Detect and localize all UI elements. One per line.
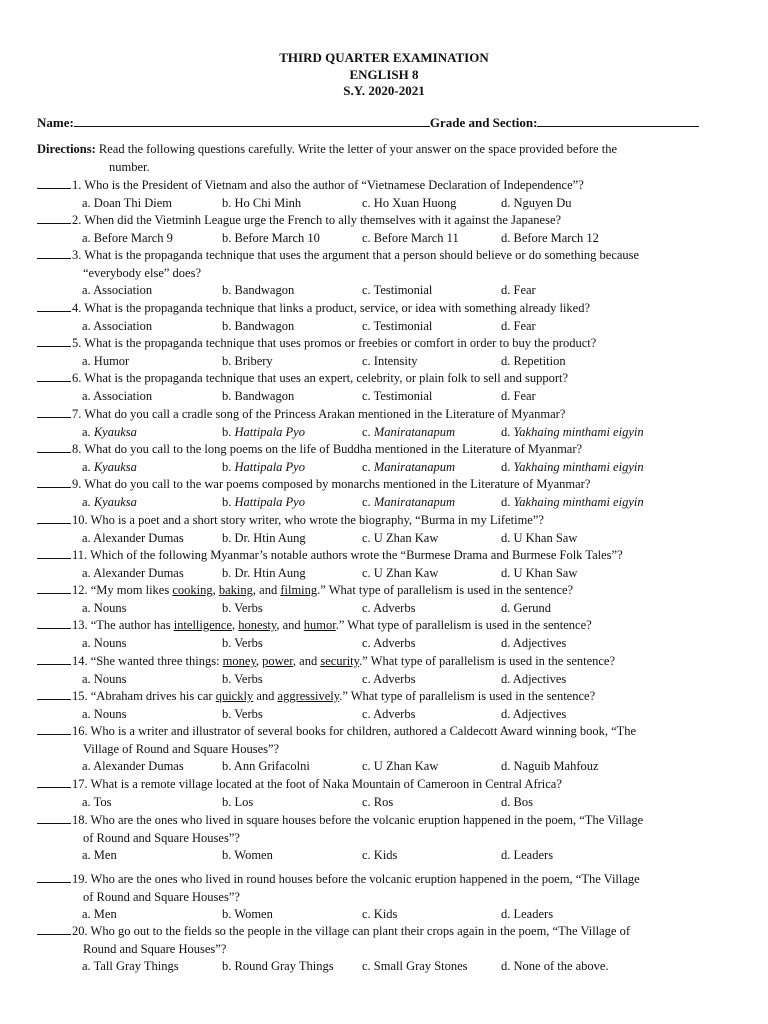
answer-option[interactable]: c. Testimonial (362, 318, 433, 333)
question-number: 5. (72, 336, 82, 350)
answer-option[interactable]: c. U Zhan Kaw (362, 759, 439, 773)
answer-option[interactable]: b. Bandwagon (222, 283, 295, 297)
answer-option[interactable]: a. Association (82, 283, 153, 297)
question-text: What do you call to the long poems on the life of Buddha mentioned in the Literature of Myanmar? (84, 442, 583, 456)
underlined-word: security (320, 654, 360, 668)
answer-blank[interactable] (37, 582, 71, 594)
question-item (37, 406, 732, 424)
answer-option[interactable]: a. Nouns (82, 635, 127, 650)
answer-option[interactable]: b. Verbs (222, 671, 263, 686)
answer-option[interactable]: d. Yakhaing minthami eigyin (501, 424, 644, 439)
question-text-cont (37, 265, 732, 283)
underlined-word: aggressively (277, 689, 340, 703)
question-number: 2. (72, 213, 82, 227)
answer-option[interactable]: b. Round Gray Things (222, 959, 334, 973)
answer-blank[interactable] (37, 923, 71, 935)
answer-option[interactable]: d. U Khan Saw (501, 530, 578, 545)
question-text: “My mom likes (90, 583, 173, 597)
answer-option[interactable]: c. Kids (362, 848, 398, 862)
answer-option[interactable]: a. Alexander Dumas (82, 565, 184, 580)
question-item (37, 547, 732, 565)
question-text: Who is a writer and illustrator of several books for children, authored a Caldecott Award winning book, “The (90, 724, 637, 738)
answer-option[interactable]: b. Bandwagon (222, 388, 295, 403)
question-text: What is the propaganda technique that uses promos or freebies or comfort in order to buy the product? (84, 336, 597, 350)
answer-option[interactable]: d. Adjectives (501, 635, 567, 650)
question-item (37, 476, 732, 494)
name-label: Name: (37, 115, 74, 130)
answer-option[interactable]: c. Testimonial (362, 388, 433, 403)
underlined-word: intelligence (173, 618, 233, 632)
answer-option[interactable]: c. Maniratanapum (362, 459, 456, 474)
answer-blank[interactable] (37, 547, 71, 559)
answer-option[interactable]: c. Before March 11 (362, 230, 459, 245)
answer-option[interactable]: a. Nouns (82, 671, 127, 686)
question-item (37, 871, 732, 906)
question-item (37, 812, 732, 847)
answer-option[interactable]: c. Adverbs (362, 671, 416, 686)
answer-option[interactable]: a. Alexander Dumas (82, 759, 184, 773)
question-text: Who is the President of Vietnam and also the author of “Vietnamese Declaration of Independence”? (84, 178, 584, 192)
question-text: .” What type of parallelism is used in the sentence? (359, 654, 616, 668)
question-text-cont (37, 741, 732, 759)
question-text: of Round and Square Houses”? (83, 889, 240, 904)
question-text: and (253, 689, 278, 703)
question-text-cont (37, 830, 732, 848)
question-stem (37, 617, 732, 635)
answer-option[interactable]: b. Women (222, 907, 273, 921)
question-text: Who is a poet and a short story writer, who wrote the biography, “Burma in my Lifetime”? (90, 513, 544, 527)
answer-option[interactable]: d. Bos (501, 794, 533, 809)
question-stem (37, 871, 732, 889)
question-stem (37, 247, 732, 265)
question-text: What is the propaganda technique that links a product, service, or idea with something already liked? (84, 301, 591, 315)
question-item (37, 177, 732, 195)
underlined-word: money (222, 654, 256, 668)
answer-blank[interactable] (37, 653, 71, 665)
answer-option[interactable]: b. Before March 10 (222, 230, 320, 245)
answer-option[interactable]: a. Alexander Dumas (82, 530, 184, 545)
answer-blank[interactable] (37, 776, 71, 788)
school-year: S.Y. 2020-2021 (343, 83, 425, 98)
question-text: “The author has (90, 618, 174, 632)
question-text: Who are the ones who lived in square houses before the volcanic eruption happened in the poem, “The Village (90, 813, 644, 827)
question-number: 17. (72, 777, 88, 791)
directions-label: Directions: (37, 142, 96, 156)
answer-option[interactable]: b. Verbs (222, 635, 263, 650)
question-text: .” What type of parallelism is used in the sentence? (335, 618, 592, 632)
question-text: When did the Vietminh League urge the French to ally themselves with it against the Japanese? (84, 213, 562, 227)
question-text: of Round and Square Houses”? (83, 830, 240, 845)
question-text: .” What type of parallelism is used in the sentence? (317, 583, 574, 597)
answer-option[interactable]: a. Association (82, 318, 153, 333)
question-item (37, 212, 732, 230)
answer-option[interactable]: a. Association (82, 388, 153, 403)
name-row (37, 114, 727, 131)
question-stem (37, 723, 732, 741)
question-text: What do you call to the war poems composed by monarchs mentioned in the Literature of Myanmar? (84, 477, 591, 491)
question-number: 6. (72, 371, 82, 385)
question-text: Round and Square Houses”? (83, 941, 227, 956)
question-stem (37, 212, 732, 230)
question-number: 7. (72, 407, 82, 421)
answer-blank[interactable] (37, 723, 71, 735)
question-text: “Abraham drives his car (90, 689, 216, 703)
answer-blank[interactable] (37, 335, 71, 347)
answer-option[interactable]: b. Hattipala Pyo (222, 459, 305, 474)
answer-option[interactable]: b. Hattipala Pyo (222, 424, 305, 439)
answer-option[interactable]: d. Adjectives (501, 671, 567, 686)
question-text: Village of Round and Square Houses”? (83, 741, 280, 756)
answer-option[interactable]: d. None of the above. (501, 959, 609, 973)
grade-section-line[interactable] (537, 114, 699, 127)
question-stem (37, 653, 732, 671)
underlined-word: humor (303, 618, 336, 632)
answer-blank[interactable] (37, 212, 71, 224)
answer-blank[interactable] (37, 406, 71, 418)
answer-option[interactable]: d. Repetition (501, 353, 566, 368)
question-number: 15. (72, 689, 88, 703)
answer-option[interactable]: b. Ann Grifacolni (222, 759, 310, 773)
question-stem (37, 512, 732, 530)
answer-option[interactable]: d. Leaders (501, 907, 554, 921)
answer-option[interactable]: c. Maniratanapum (362, 424, 456, 439)
question-stem (37, 547, 732, 565)
answer-blank[interactable] (37, 476, 71, 488)
question-text: “She wanted three things: (90, 654, 223, 668)
underlined-word: quickly (215, 689, 254, 703)
question-text: , and (252, 583, 281, 597)
question-number: 1. (72, 178, 82, 192)
question-text: Who go out to the fields so the people in the village can plant their crops again in the poem, “The Village of (90, 924, 631, 938)
question-stem (37, 923, 732, 941)
question-number: 18. (72, 813, 88, 827)
answer-option[interactable]: b. Dr. Htin Aung (222, 565, 306, 580)
question-item (37, 512, 732, 530)
question-number: 9. (72, 477, 82, 491)
question-item (37, 441, 732, 459)
question-stem (37, 406, 732, 424)
question-number: 11. (72, 548, 88, 562)
answer-option[interactable]: d. Before March 12 (501, 230, 599, 245)
exam-title: THIRD QUARTER EXAMINATION (279, 50, 489, 65)
answer-option[interactable]: d. Nguyen Du (501, 195, 572, 210)
answer-option[interactable]: d. Leaders (501, 848, 554, 862)
answer-option[interactable]: a. Kyauksa (82, 459, 137, 474)
answer-option[interactable]: d. Adjectives (501, 706, 567, 721)
question-stem (37, 582, 732, 600)
answer-option[interactable]: a. Tall Gray Things (82, 959, 179, 973)
directions-text-cont: number. (109, 159, 150, 174)
answer-option[interactable]: a. Kyauksa (82, 424, 137, 439)
answer-option[interactable]: c. U Zhan Kaw (362, 530, 439, 545)
underlined-word: filming (280, 583, 318, 597)
underlined-word: cooking (172, 583, 213, 597)
question-number: 20. (72, 924, 88, 938)
underlined-word: honesty (238, 618, 277, 632)
question-stem (37, 476, 732, 494)
answer-option[interactable]: a. Humor (82, 353, 130, 368)
answer-option[interactable]: d. Fear (501, 388, 536, 403)
question-stem (37, 177, 732, 195)
question-stem (37, 688, 732, 706)
exam-subject: ENGLISH 8 (349, 66, 419, 82)
question-item (37, 300, 732, 318)
question-item (37, 335, 732, 353)
answer-blank[interactable] (37, 300, 71, 312)
grade-section-label: Grade and Section: (429, 115, 538, 130)
answer-option[interactable]: c. Adverbs (362, 706, 416, 721)
question-text: What do you call a cradle song of the Princess Arakan mentioned in the Literature of Myanmar? (84, 407, 566, 421)
answer-option[interactable]: b. Women (222, 848, 273, 862)
answer-blank[interactable] (37, 247, 71, 259)
question-item (37, 923, 732, 958)
answer-option[interactable]: b. Verbs (222, 706, 263, 721)
question-stem (37, 300, 732, 318)
answer-option[interactable]: b. Verbs (222, 600, 263, 615)
answer-option[interactable]: c. Maniratanapum (362, 494, 456, 509)
answer-option[interactable]: c. U Zhan Kaw (362, 565, 439, 580)
directions (37, 141, 702, 176)
answer-option[interactable]: d. Fear (501, 283, 536, 297)
question-text: , (255, 654, 263, 668)
answer-option[interactable]: d. Yakhaing minthami eigyin (501, 459, 644, 474)
question-text: Who are the ones who lived in round houses before the volcanic eruption happened in the poem, “The Village (90, 872, 640, 886)
answer-option[interactable]: c. Kids (362, 907, 398, 921)
exam-header (0, 50, 768, 100)
answer-option[interactable]: c. Small Gray Stones (362, 959, 468, 973)
answer-option[interactable]: a. Doan Thi Diem (82, 195, 173, 210)
answer-option[interactable]: d. U Khan Saw (501, 565, 578, 580)
question-text: , (232, 618, 239, 632)
question-text: What is the propaganda technique that uses the argument that a person should believe or do something because (84, 248, 640, 262)
answer-option[interactable]: a. Men (82, 848, 117, 862)
question-number: 8. (72, 442, 82, 456)
answer-blank[interactable] (37, 512, 71, 524)
answer-option[interactable]: b. Los (222, 794, 254, 809)
answer-blank[interactable] (37, 871, 71, 883)
question-stem (37, 812, 732, 830)
question-number: 19. (72, 872, 88, 886)
question-item (37, 370, 732, 388)
answer-option[interactable]: a. Men (82, 907, 117, 921)
underlined-word: power (262, 654, 293, 668)
question-number: 16. (72, 724, 88, 738)
answer-blank[interactable] (37, 617, 71, 629)
question-item (37, 653, 732, 671)
answer-option[interactable]: d. Fear (501, 318, 536, 333)
question-text: , (212, 583, 219, 597)
answer-option[interactable]: b. Ho Chi Minh (222, 195, 302, 210)
question-text-cont (37, 941, 732, 959)
question-stem (37, 441, 732, 459)
question-stem (37, 335, 732, 353)
question-text: Which of the following Myanmar’s notable authors wrote the “Burmese Drama and Burmese Folk Tales”? (90, 548, 623, 562)
answer-option[interactable]: d. Yakhaing minthami eigyin (501, 494, 644, 509)
directions-text: Read the following questions carefully. Write the letter of your answer on the space provided before the (98, 142, 617, 156)
question-item (37, 582, 732, 600)
answer-option[interactable]: a. Tos (82, 794, 112, 809)
answer-option[interactable]: a. Kyauksa (82, 494, 137, 509)
question-number: 10. (72, 513, 88, 527)
question-item (37, 617, 732, 635)
question-text: , and (292, 654, 321, 668)
question-item (37, 723, 732, 758)
question-text: .” What type of parallelism is used in the sentence? (339, 689, 596, 703)
question-item (37, 776, 732, 794)
question-text: , and (276, 618, 304, 632)
answer-blank[interactable] (37, 177, 71, 189)
answer-option[interactable]: b. Dr. Htin Aung (222, 530, 306, 545)
answer-option[interactable]: a. Before March 9 (82, 230, 173, 245)
question-text-cont (37, 889, 732, 907)
answer-option[interactable]: a. Nouns (82, 706, 127, 721)
answer-option[interactable]: c. Ros (362, 794, 394, 809)
question-text: What is the propaganda technique that uses an expert, celebrity, or plain folk to sell and support? (84, 371, 569, 385)
answer-blank[interactable] (37, 370, 71, 382)
question-text: What is a remote village located at the foot of Naka Mountain of Cameroon in Central Africa? (90, 777, 562, 791)
answer-option[interactable]: c. Intensity (362, 353, 418, 368)
answer-option[interactable]: d. Naguib Mahfouz (501, 759, 599, 773)
answer-option[interactable]: d. Gerund (501, 600, 551, 615)
question-stem (37, 370, 732, 388)
question-number: 3. (72, 248, 82, 262)
question-number: 13. (72, 618, 88, 632)
answer-option[interactable]: c. Adverbs (362, 600, 416, 615)
question-number: 4. (72, 301, 82, 315)
answer-option[interactable]: c. Ho Xuan Huong (362, 195, 457, 210)
question-item (37, 247, 732, 282)
question-item (37, 688, 732, 706)
answer-option[interactable]: c. Adverbs (362, 635, 416, 650)
answer-blank[interactable] (37, 812, 71, 824)
answer-option[interactable]: b. Bandwagon (222, 318, 295, 333)
answer-blank[interactable] (37, 688, 71, 700)
question-text: “everybody else” does? (83, 265, 201, 280)
question-stem (37, 776, 732, 794)
name-line[interactable] (74, 114, 430, 127)
question-number: 14. (72, 654, 88, 668)
question-number: 12. (72, 583, 88, 597)
answer-blank[interactable] (37, 441, 71, 453)
answer-option[interactable]: c. Testimonial (362, 283, 433, 297)
answer-option[interactable]: b. Hattipala Pyo (222, 494, 305, 509)
underlined-word: baking (218, 583, 253, 597)
answer-option[interactable]: b. Bribery (222, 353, 273, 368)
answer-option[interactable]: a. Nouns (82, 600, 127, 615)
